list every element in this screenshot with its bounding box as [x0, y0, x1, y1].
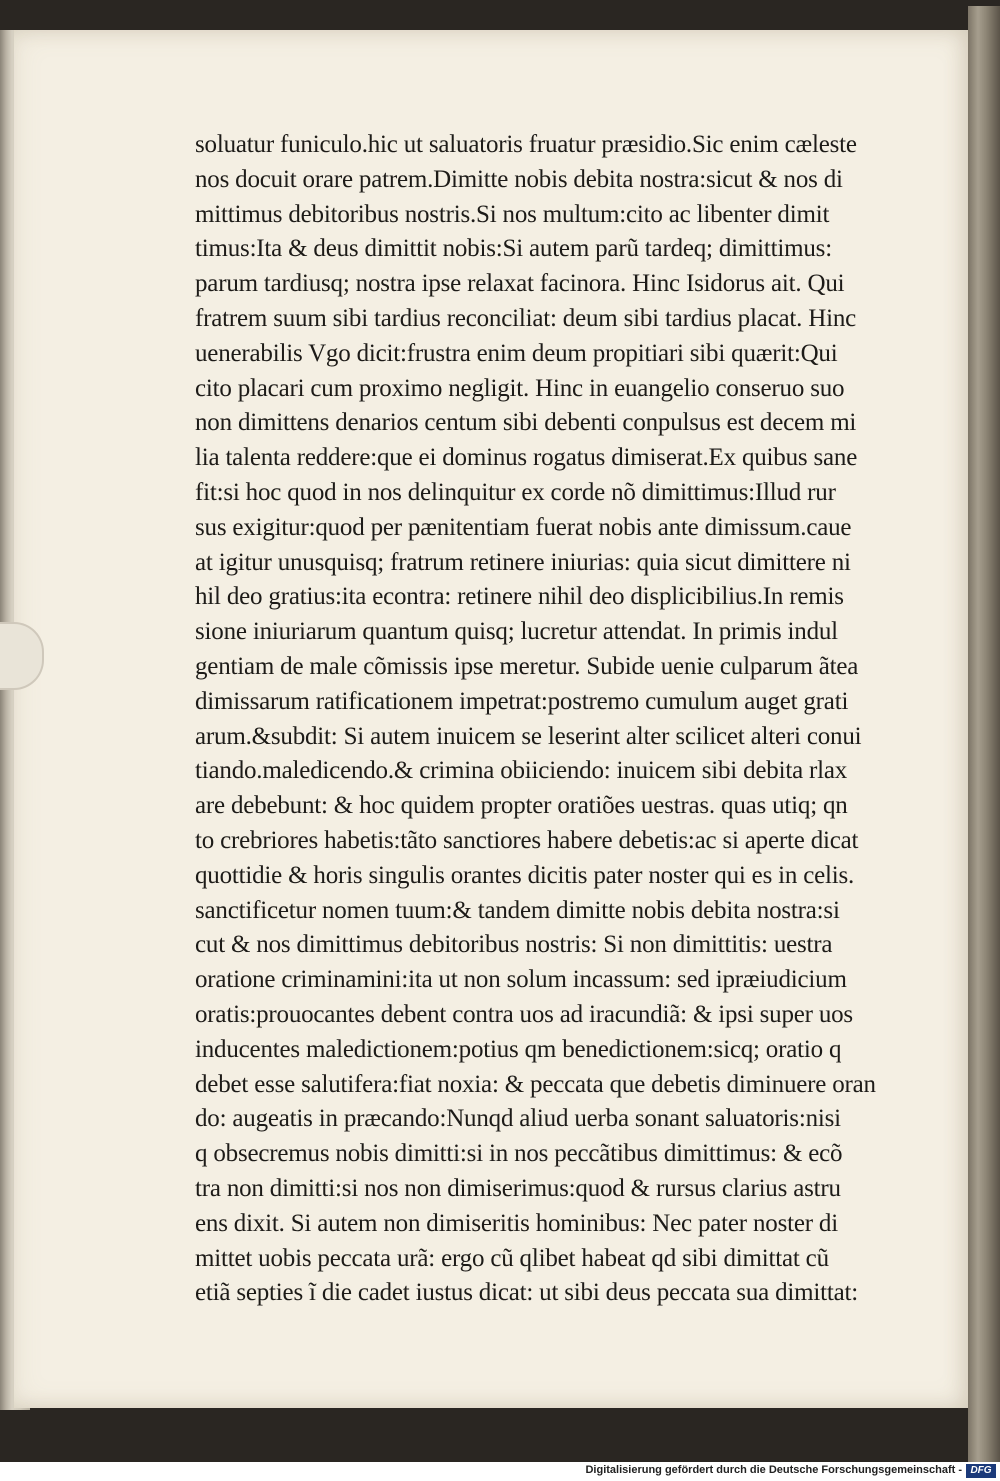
text-line: lia talenta reddere:que ei dominus rogatus dimiserat.Ex quibus sane [195, 444, 858, 472]
text-line: non dimittens denarios centum sibi debenti conpulsus est decem mi [195, 409, 857, 437]
text-block [195, 128, 895, 1311]
text-line: ens dixit. Si autem non dimiseritis hominibus: Nec pater noster di [195, 1209, 838, 1237]
right-page-edge [968, 6, 1000, 1462]
text-line: sus exigitur:quod per pænitentiam fuerat nobis ante dimissum.caue [195, 513, 852, 541]
dfg-logo: DFG [966, 1464, 996, 1478]
text-line: at igitur unusquisq; fratrum retinere iniurias: quia sicut dimittere ni [195, 548, 851, 576]
text-line: q obsecremus nobis dimitti:si in nos peccãtibus dimittimus: & ecõ [195, 1140, 843, 1168]
text-line: do: augeatis in præcando:Nunqd aliud uerba sonant saluatoris:nisi [195, 1105, 841, 1133]
text-line: uenerabilis Vgo dicit:frustra enim deum propitiari sibi quærit:Qui [195, 339, 838, 367]
text-line: dimissarum ratificationem impetrat:postremo cumulum auget grati [195, 687, 849, 715]
text-line: fratrem suum sibi tardius reconciliat: deum sibi tardius placat. Hinc [195, 304, 857, 332]
text-line: are debebunt: & hoc quidem propter oratiões uestras. quas utiq; qn [195, 792, 848, 820]
text-line: cut & nos dimittimus debitoribus nostris: Si non dimittitis: uestra [195, 931, 833, 959]
text-line: gentiam de male cõmissis ipse meretur. Subide uenie culparum ãtea [195, 652, 859, 680]
text-line: nos docuit orare patrem.Dimitte nobis debita nostra:sicut & nos di [195, 165, 843, 193]
text-line: mittet uobis peccata urã: ergo cũ qlibet habeat qd sibi dimittat cũ [195, 1244, 829, 1272]
text-line: hil deo gratius:ita econtra: retinere nihil deo displicibilius.In remis [195, 583, 844, 611]
text-line: inducentes maledictionem:potius qm benedictionem:sicq; oratio q [195, 1035, 842, 1063]
text-line: fit:si hoc quod in nos delinquitur ex corde nõ dimittimus:Illud rur [195, 478, 836, 506]
text-line: oratione criminamini:ita ut non solum incassum: sed ipræiudicium [195, 966, 847, 994]
funding-credit: Digitalisierung gefördert durch die Deutsche Forschungsgemeinschaft - [585, 1464, 962, 1476]
text-line: oratis:prouocantes debent contra uos ad iracundiã: & ipsi super uos [195, 1000, 853, 1028]
text-line: sione iniuriarum quantum quisq; lucretur attendat. In primis indul [195, 618, 838, 646]
text-line: tra non dimitti:si nos non dimiserimus:quod & rursus clarius astru [195, 1174, 841, 1202]
text-line: parum tardiusq; nostra ipse relaxat facinora. Hinc Isidorus ait. Qui [195, 270, 845, 298]
footer-bar [0, 1462, 1000, 1481]
text-line: quottidie & horis singulis orantes dicitis pater noster qui es in celis. [195, 861, 855, 889]
text-line: debet esse salutifera:fiat noxia: & peccata que debetis diminuere oran [195, 1070, 876, 1098]
text-line: mittimus debitoribus nostris.Si nos multum:cito ac libenter dimit [195, 200, 830, 228]
text-line: timus:Ita & deus dimittit nobis:Si autem parũ tardeq; dimittimus: [195, 235, 832, 263]
text-line: cito placari cum proximo negligit. Hinc in euangelio conseruo suo [195, 374, 845, 402]
text-line: tiando.maledicendo.& crimina obiiciendo: inuicem sibi debita rlax [195, 757, 848, 785]
text-line: soluatur funiculo.hic ut saluatoris fruatur præsidio.Sic enim cæleste [195, 131, 857, 158]
text-line: arum.&subdit: Si autem inuicem se leserint alter scilicet alteri conui [195, 722, 862, 750]
text-line: to crebriores habetis:tãto sanctiores habere debetis:ac si aperte dicat [195, 826, 859, 854]
text-line: etiã septies ĩ die cadet iustus dicat: ut sibi deus peccata sua dimittat: [195, 1279, 858, 1307]
text-line: sanctificetur nomen tuum:& tandem dimitte nobis debita nostra:si [195, 896, 840, 924]
